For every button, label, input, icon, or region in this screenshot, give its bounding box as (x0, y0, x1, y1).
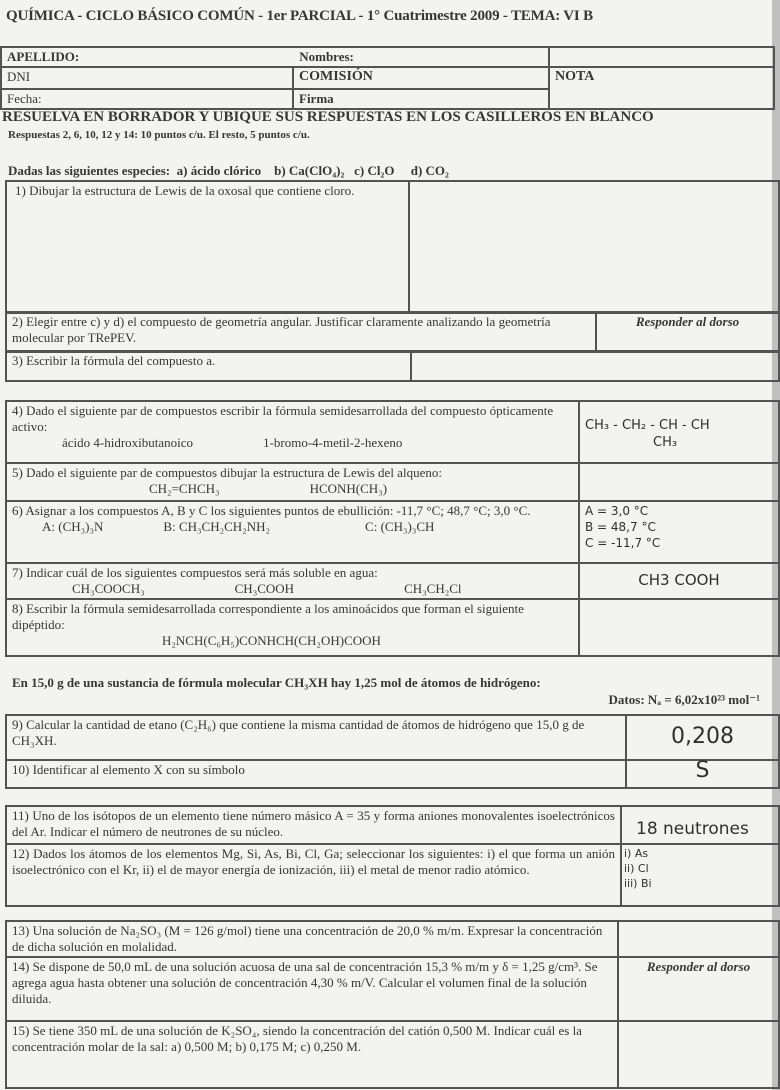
compound-4a: ácido 4-hidroxibutanoico (62, 435, 194, 450)
questions-2-3-table (5, 311, 780, 353)
dni-field[interactable]: DNI (1, 67, 293, 89)
questions-4-8-table (5, 400, 780, 657)
question-11: 11) Uno de los isótopos de un elemento tiene número másico A = 35 y forma aniones monovalentes isoelectrónicos del Ar. Indicar el número de neutrones de su núcleo. (6, 806, 621, 844)
question-8 (6, 599, 579, 656)
answer-12iii: iii) Bi (624, 877, 652, 890)
question-13: 13) Una solución de Na₂SO₃ (M = 126 g/mol) tiene una concentración de 20,0 % m/m. Expresar la concentración de dicha solución en molalidad. (6, 921, 618, 957)
compound-7a: CH₃COOCH₃ (72, 581, 145, 596)
answer-box-12[interactable] (621, 844, 779, 906)
answer-4-line1: CH₃ - CH₂ - CH - CH (585, 418, 710, 433)
nota-field[interactable]: NOTA (549, 67, 774, 109)
answer-4-line2: CH₃ (653, 435, 678, 450)
answer-12ii: ii) Cl (624, 862, 649, 875)
instructions: RESUELVA EN BORRADOR Y UBIQUE SUS RESPUESTAS EN LOS CASILLEROS EN BLANCO (2, 109, 654, 125)
compound-7b: CH₃COOH (234, 581, 295, 596)
answer-box-6[interactable] (579, 501, 779, 563)
question-15: 15) Se tiene 350 mL de una solución de K₂SO₄, siendo la concentración del catión 0,500 M. Indicar cuál es la concentración molar de la sal: a) 0,500 M; b) 0,175 M; c) 0,250 M. (6, 1021, 618, 1088)
answer-box-9[interactable]: 0,208 (626, 715, 779, 760)
answer-6b: B = 48,7 °C (585, 520, 656, 534)
compound-6a: A: (CH₃)₃N (42, 519, 104, 534)
question-5-text: 5) Dado el siguiente par de compuestos dibujar la estructura de Lewis del alqueno: (12, 465, 442, 480)
question-9: 9) Calcular la cantidad de etano (C₂H₆) que contiene la misma cantidad de átomos de hidrógeno que 15,0 g de CH₃XH. (6, 715, 626, 760)
answer-box-14[interactable]: Responder al dorso (618, 957, 779, 1021)
question-7-text: 7) Indicar cuál de los siguientes compuestos será más soluble en agua: (12, 565, 378, 580)
answer-box-2[interactable]: Responder al dorso (596, 312, 779, 352)
answer-box-15[interactable] (618, 1021, 779, 1088)
questions-11-12-table (5, 805, 780, 907)
dipeptide-formula: H₂NCH(C₆H₅)CONHCH(CH₂OH)COOH (162, 633, 381, 648)
problem-intro: En 15,0 g de una sustancia de fórmula molecular CH₃XH hay 1,25 mol de átomos de hidrógeno: (12, 675, 541, 690)
firma-field[interactable]: Firma (293, 89, 549, 109)
answer-box-7[interactable]: CH3 COOH (579, 563, 779, 599)
answer-12i: i) As (624, 847, 649, 860)
constants-data: Datos: Nₐ = 6,02x10²³ mol⁻¹ (608, 692, 760, 707)
answer-box-11[interactable]: 18 neutrones (621, 806, 779, 844)
question-10: 10) Identificar al elemento X con su símbolo (6, 760, 626, 788)
question-6-text: 6) Asignar a los compuestos A, B y C los siguientes puntos de ebullición: -11,7 °C; 48,7 °C; 3,0 °C. (12, 503, 531, 518)
compound-5b: HCONH(CH₃) (309, 481, 388, 496)
question-4 (6, 401, 579, 463)
compound-6c: C: (CH₃)₃CH (365, 519, 435, 534)
comision-field[interactable]: COMISIÓN (293, 67, 549, 89)
apellido-label: APELLIDO: (7, 49, 80, 64)
answer-box-4[interactable] (579, 401, 779, 463)
nombres-label: Nombres: (299, 49, 354, 64)
scoring-note: Respuestas 2, 6, 10, 12 y 14: 10 puntos c/u. El resto, 5 puntos c/u. (8, 129, 310, 141)
question-8-text: 8) Escribir la fórmula semidesarrollada correspondiente a los aminoácidos que forman el siguiente dipéptido: (12, 601, 524, 632)
species-list: Dadas las siguientes especies: a) ácido clórico b) Ca(ClO₄)₂ c) Cl₂O d) CO₂ (8, 163, 449, 178)
page-title: QUÍMICA - CICLO BÁSICO COMÚN - 1er PARCIAL - 1° Cuatrimestre 2009 - TEMA: VI B (6, 8, 593, 24)
answer-6a: A = 3,0 °C (585, 504, 649, 518)
compound-7c: CH₃CH₂Cl (404, 581, 462, 596)
question-5 (6, 463, 579, 501)
question-7 (6, 563, 579, 599)
answer-box-3[interactable] (411, 351, 779, 381)
question-12: 12) Dados los átomos de los elementos Mg, Si, As, Bi, Cl, Ga; seleccionar los siguientes: i) el que forma un anión isoelectrónico con el Kr, ii) el de mayor energía de ionización, iii) el metal de menor radio atómico. (6, 844, 621, 906)
questions-9-10-table (5, 714, 780, 789)
answer-box-5[interactable] (579, 463, 779, 501)
answer-box-8[interactable] (579, 599, 779, 656)
question-2: 2) Elegir entre c) y d) el compuesto de geometría angular. Justificar claramente analizando la geometría molecular por TRePEV. (6, 312, 596, 352)
questions-1-3-table (5, 180, 780, 314)
answer-6c: C = -11,7 °C (585, 536, 661, 550)
compound-4b: 1-bromo-4-metil-2-hexeno (263, 435, 403, 450)
answer-box-13[interactable] (618, 921, 779, 957)
question-14: 14) Se dispone de 50,0 mL de una solución acuosa de una sal de concentración 15,3 % m/m y δ = 1,25 g/cm³. Se agrega agua hasta obtener una solución de concentración 4,30 % m/V. Calcular el volumen final de la solución diluida. (6, 957, 618, 1021)
compound-5a: CH₂=CHCH₃ (149, 481, 220, 496)
apellido-field[interactable] (1, 47, 549, 67)
questions-13-15-table (5, 920, 780, 1089)
question-4-text: 4) Dado el siguiente par de compuestos escribir la fórmula semidesarrollada del compuesto ópticamente activo: (12, 403, 554, 434)
question-6 (6, 501, 579, 563)
answer-box-10[interactable]: S (626, 760, 779, 788)
question-1: 1) Dibujar la estructura de Lewis de la oxosal que contiene cloro. (6, 181, 409, 313)
answer-box-1[interactable] (409, 181, 779, 313)
student-info-table (0, 46, 775, 110)
fecha-field[interactable]: Fecha: (1, 89, 293, 109)
question-3: 3) Escribir la fórmula del compuesto a. (6, 351, 411, 381)
compound-6b: B: CH₃CH₂CH₂NH₂ (163, 519, 271, 534)
